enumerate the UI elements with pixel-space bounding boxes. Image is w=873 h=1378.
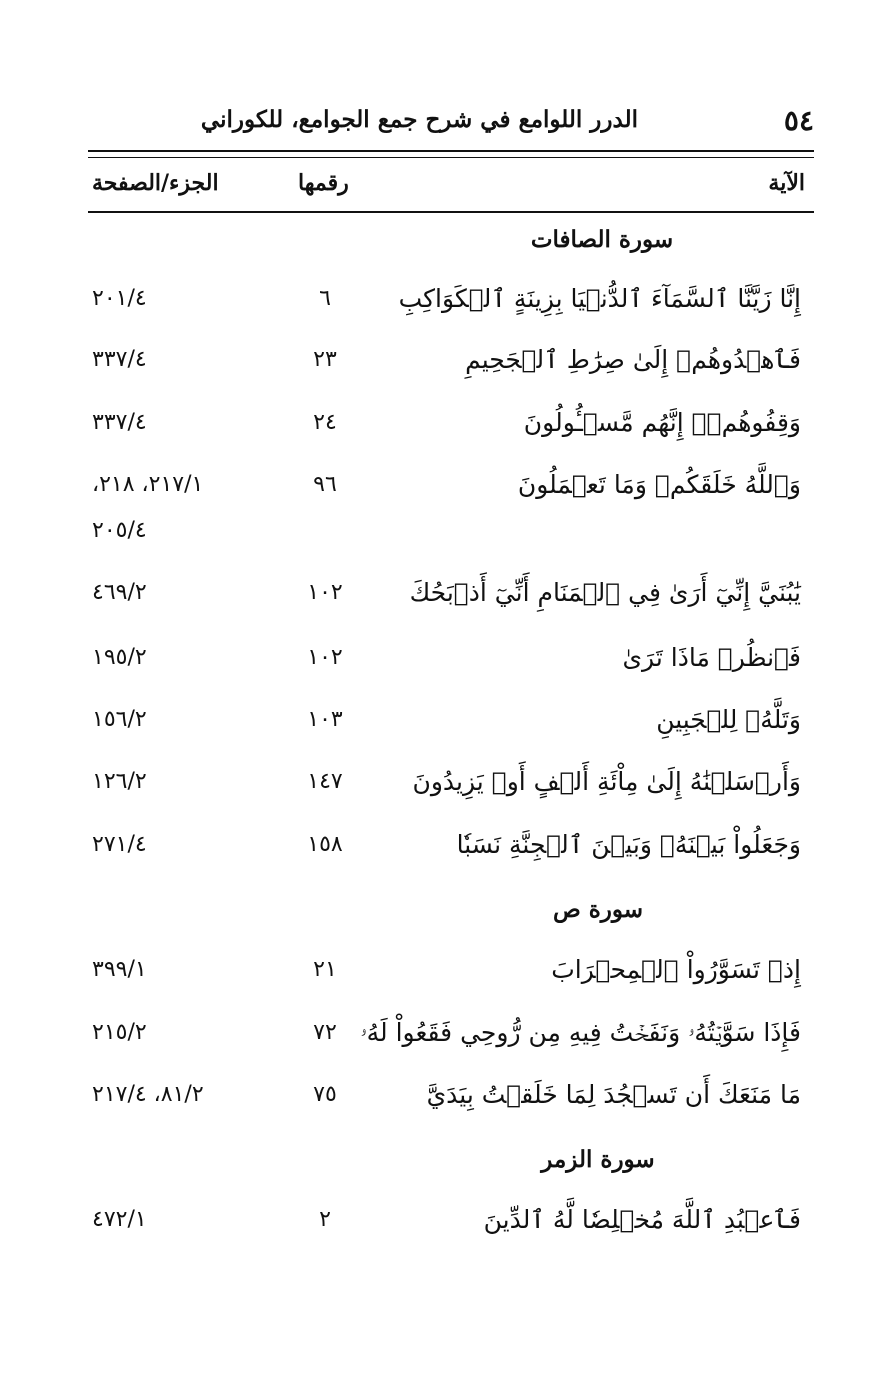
verse-number: ٩٦ — [313, 472, 337, 497]
verse-number: ١٠٢ — [307, 645, 343, 670]
volume-page-reference: ٣٣٧/٤ — [92, 347, 147, 372]
volume-page-reference: ٣٩٩/١ — [92, 957, 147, 982]
surah-heading: سورة ص — [552, 896, 644, 923]
verse-number: ٢٤ — [313, 410, 337, 435]
verse-row — [0, 830, 873, 870]
verse-row — [0, 345, 873, 385]
volume-page-reference: ٣٣٧/٤ — [92, 410, 147, 435]
volume-page-reference: ٢٧١/٤ — [92, 832, 147, 857]
volume-page-reference: ١٥٦/٢ — [92, 707, 147, 732]
volume-page-reference: ٨١/٢، ٢١٧/٤ — [92, 1082, 204, 1107]
volume-page-reference: ٢١٧/١، ٢١٨، — [92, 472, 204, 497]
verse-text: وَٱللَّهُ خَلَقَكُمۡ وَمَا تَعۡمَلُونَ — [517, 470, 801, 499]
header-rule — [88, 150, 814, 152]
verse-text: وَأَرۡسَلۡنَٰهُ إِلَىٰ مِاْئَةِ أَلۡفٍ أَوۡ يَزِيدُونَ — [412, 767, 801, 796]
volume-page-reference: ٤٧٢/١ — [92, 1207, 147, 1232]
running-title: الدرر اللوامع في شرح جمع الجوامع، للكوراني — [200, 106, 638, 133]
verse-number: ٧٢ — [313, 1020, 337, 1045]
column-header-reference: الجزء/الصفحة — [92, 170, 219, 196]
verse-row — [0, 1018, 873, 1058]
verse-row — [0, 408, 873, 448]
verse-number: ٢٣ — [313, 347, 337, 372]
verse-number: ١٤٧ — [307, 769, 343, 794]
verse-number: ٧٥ — [313, 1082, 337, 1107]
verse-text: وَجَعَلُواْ بَيۡنَهُۥ وَبَيۡنَ ٱلۡجِنَّةِ نَسَبٗا — [456, 830, 801, 859]
volume-page-reference: ١٢٦/٢ — [92, 769, 147, 794]
volume-page-reference: ٢١٥/٢ — [92, 1020, 147, 1045]
verse-row — [0, 643, 873, 683]
verse-text: فَإِذَا سَوَّيۡتُهُۥ وَنَفَخۡتُ فِيهِ مِن رُّوحِي فَقَعُواْ لَهُۥ — [360, 1018, 801, 1047]
verse-text: فَٱهۡدُوهُمۡ إِلَىٰ صِرَٰطِ ٱلۡجَحِيمِ — [465, 345, 801, 374]
verse-number: ١٠٢ — [307, 580, 343, 605]
verse-row — [0, 470, 873, 560]
volume-page-reference: ٤٦٩/٢ — [92, 580, 147, 605]
verse-number: ١٠٣ — [307, 707, 343, 732]
verse-number: ٢١ — [313, 957, 337, 982]
page-header — [88, 104, 814, 144]
verse-row — [0, 767, 873, 807]
verse-text: إِنَّا زَيَّنَّا ٱلسَّمَآءَ ٱلدُّنۡيَا بِزِينَةٍ ٱلۡكَوَاكِبِ — [398, 284, 801, 313]
verse-text: وَتَلَّهُۥ لِلۡجَبِينِ — [656, 705, 801, 734]
verse-text: يَٰبُنَيَّ إِنِّيٓ أَرَىٰ فِي ٱلۡمَنَامِ أَنِّيٓ أَذۡبَحُكَ — [409, 578, 801, 607]
verse-text: مَا مَنَعَكَ أَن تَسۡجُدَ لِمَا خَلَقۡتُ بِيَدَيَّ — [426, 1080, 801, 1109]
column-header-verse: الآية — [768, 170, 805, 196]
verse-row — [0, 955, 873, 995]
volume-page-reference: ١٩٥/٢ — [92, 645, 147, 670]
verse-number: ٢ — [319, 1207, 331, 1232]
verse-row — [0, 705, 873, 745]
column-header-number: رقمها — [298, 170, 349, 196]
verse-number: ١٥٨ — [307, 832, 343, 857]
verse-row — [0, 578, 873, 618]
page-number: ٥٤ — [783, 104, 814, 137]
verse-row — [0, 1205, 873, 1245]
column-header-rule — [88, 211, 814, 213]
verse-row — [0, 284, 873, 324]
header-rule-thin — [88, 157, 814, 158]
volume-page-reference-continued: ٢٠٥/٤ — [92, 518, 147, 543]
verse-number: ٦ — [319, 286, 331, 311]
verse-text: إِذۡ تَسَوَّرُواْ ٱلۡمِحۡرَابَ — [551, 955, 801, 984]
verse-text: وَقِفُوهُمۡۖ إِنَّهُم مَّسۡـُٔولُونَ — [523, 408, 801, 437]
surah-heading: سورة الصافات — [530, 226, 674, 253]
verse-text: فَٱعۡبُدِ ٱللَّهَ مُخۡلِصٗا لَّهُ ٱلدِّينَ — [483, 1205, 801, 1234]
volume-page-reference: ٢٠١/٤ — [92, 286, 147, 311]
verse-text: فَٱنظُرۡ مَاذَا تَرَىٰ — [622, 643, 801, 672]
verse-row — [0, 1080, 873, 1120]
surah-heading: سورة الزمر — [541, 1146, 655, 1173]
